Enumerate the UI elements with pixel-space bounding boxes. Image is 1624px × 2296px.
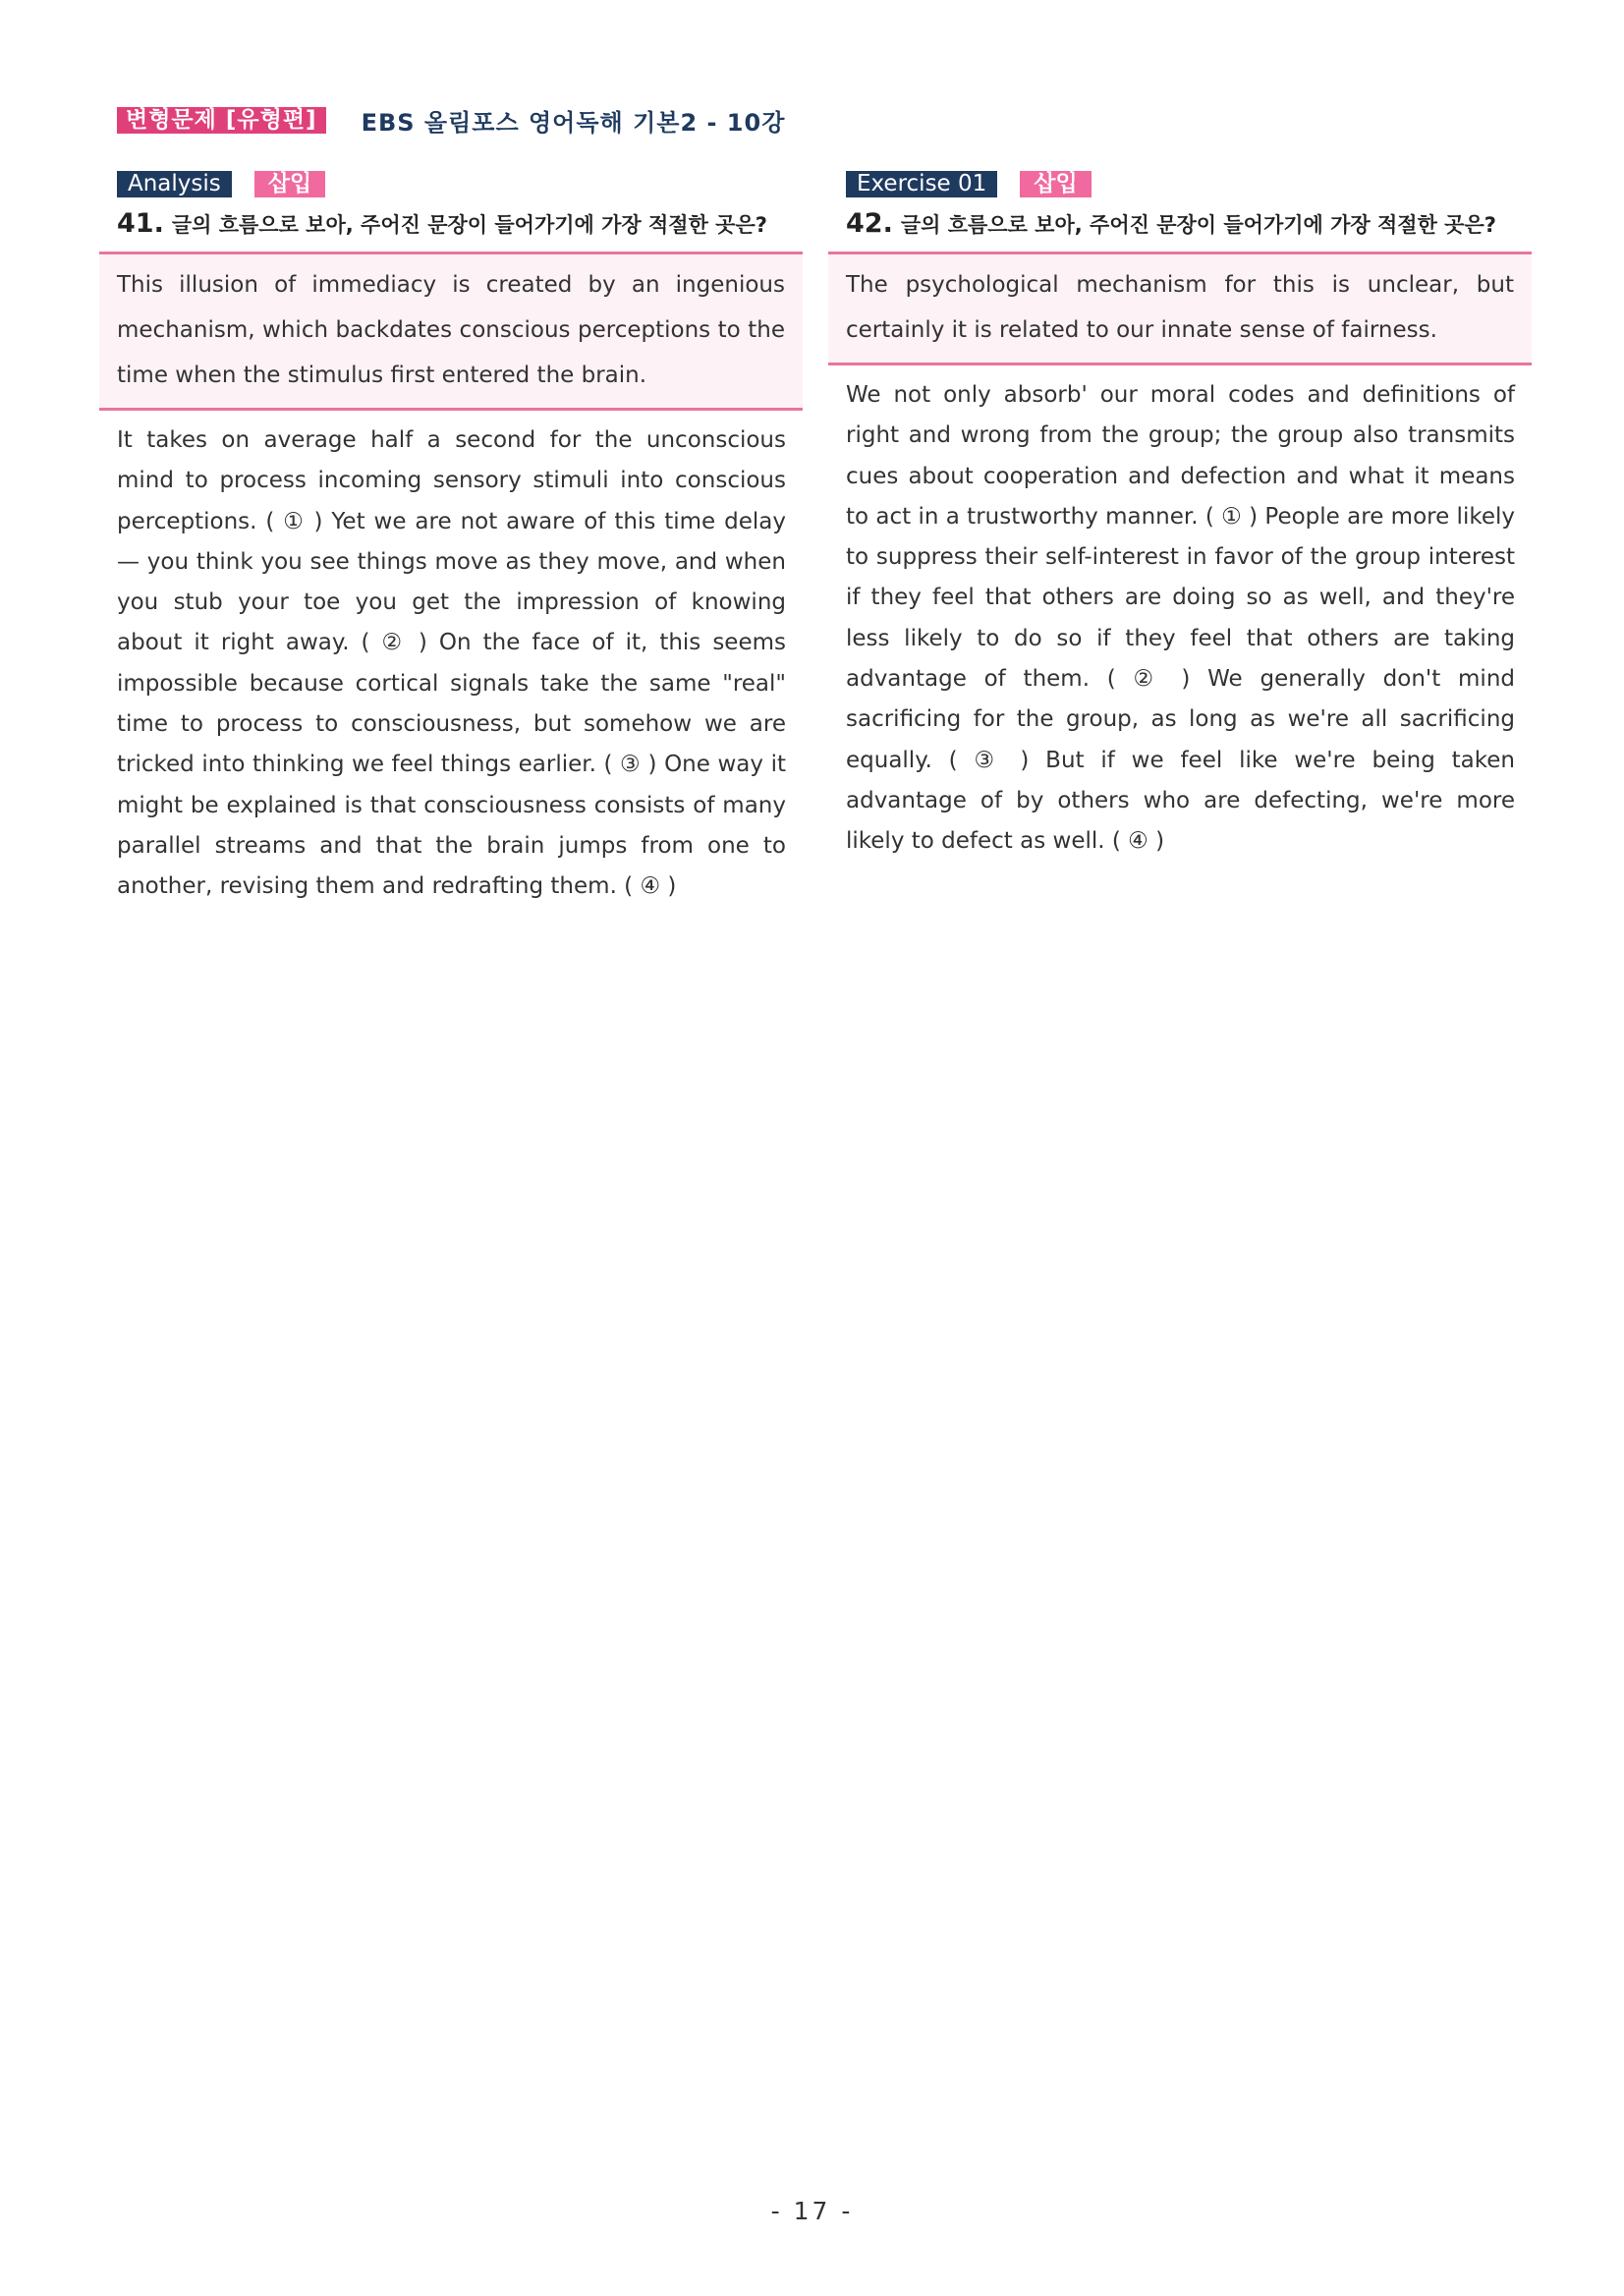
given-sentence-box: [99, 252, 803, 411]
passage-text: It takes on average half a second for the unconscious mind to process incoming sensory stimuli into conscious perceptions. ( ① ) Yet we are not aware of this time delay — you think you see things move as they move, and when you stub your toe you get the impression of knowing about it right away. ( ② ) On the face of it, this seems impossible because cortical signals take the same "real" time to process to consciousness, but somehow we are tricked into thinking we feel things earlier. ( ③ ) One way it might be explained is that consciousness consists of many parallel streams and that the brain jumps from one to another, revising them and redrafting them. ( ④ ): [117, 427, 786, 900]
page-header: [117, 104, 785, 136]
given-sentence: The psychological mechanism for this is unclear, but certainly it is related to our innate sense of fairness.: [846, 272, 1514, 343]
question-number: 42.: [846, 208, 893, 239]
insertion-type-badge: 삽입: [254, 171, 325, 197]
question-number: 41.: [117, 208, 164, 239]
question-41: [117, 205, 805, 244]
insertion-type-badge: 삽입: [1020, 171, 1091, 197]
question-42: [846, 205, 1534, 244]
given-sentence: This illusion of immediacy is created by an ingenious mechanism, which backdates conscious perceptions to the time when the stimulus first entered the brain.: [117, 272, 785, 388]
exercise-badge: Exercise 01: [846, 171, 997, 197]
passage-text: We not only absorb' our moral codes and definitions of right and wrong from the group; the group also transmits cues about cooperation and defection and what it means to act in a trustworthy manner. ( ① ) People are more likely to suppress their self-interest in favor of the group interest if they feel that others are doing so as well, and they're less likely to do so if they feel that others are taking advantage of them. ( ② ) We generally don't mind sacrificing for the group, as long as we're all sacrificing equally. ( ③ ) But if we feel like we're being taken advantage of by others who are defecting, we're more likely to defect as well. ( ④ ): [846, 382, 1515, 855]
exercise-column: [846, 169, 1549, 863]
badge-row: [846, 169, 1549, 198]
passage-41: [117, 420, 786, 908]
analysis-badge: Analysis: [117, 171, 232, 197]
page-number: - 17 -: [770, 2197, 854, 2225]
analysis-column: [117, 169, 820, 908]
page-title: EBS 올림포스 영어독해 기본2 - 10강: [361, 108, 786, 137]
question-text: 글의 흐름으로 보아, 주어진 문장이 들어가기에 가장 적절한 곳은?: [900, 213, 1496, 237]
passage-42: [846, 375, 1515, 863]
section-tag: 변형문제 [유형편]: [117, 107, 326, 134]
question-text: 글의 흐름으로 보아, 주어진 문장이 들어가기에 가장 적절한 곳은?: [171, 213, 767, 237]
badge-row: [117, 169, 820, 198]
given-sentence-box: [828, 252, 1532, 365]
